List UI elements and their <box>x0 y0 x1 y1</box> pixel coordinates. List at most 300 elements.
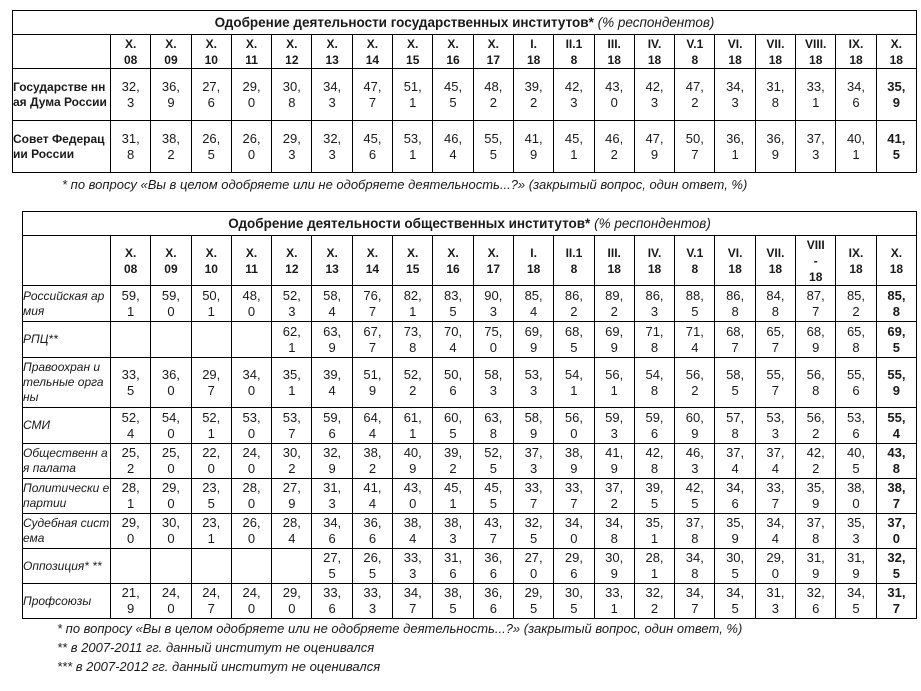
data-cell <box>393 514 433 549</box>
cell-frac: 1 <box>449 496 457 511</box>
period-part: X. <box>205 36 217 51</box>
period-part: VII. <box>766 245 785 260</box>
data-cell <box>876 514 917 549</box>
cell-int: 55, <box>846 366 866 382</box>
row-label: СМИ <box>23 408 111 444</box>
cell-frac: 5 <box>731 566 739 581</box>
cell-frac: 6 <box>207 94 215 110</box>
cell-frac: 9 <box>530 339 538 355</box>
cell-int: 40, <box>846 130 866 146</box>
cell-int: 53, <box>282 409 301 425</box>
cell-frac: 3 <box>489 303 497 319</box>
row-label: Оппозиция* ** <box>23 549 111 584</box>
cell-frac: 6 <box>812 601 820 616</box>
cell-int: 59, <box>161 287 180 303</box>
cell-int: 36, <box>766 130 785 146</box>
cell-int: 30, <box>564 585 583 600</box>
data-cell <box>554 479 594 514</box>
period-part: X. <box>124 36 137 51</box>
data-cell <box>191 584 231 619</box>
period-part: 15 <box>406 261 420 276</box>
data-cell <box>312 584 352 619</box>
cell-int: 34, <box>726 480 745 495</box>
cell-int: 67, <box>363 323 382 339</box>
cell-frac: 7 <box>207 382 215 398</box>
cell-frac: 1 <box>127 496 135 511</box>
data-cell <box>312 408 352 444</box>
period-header <box>715 236 755 286</box>
period-header <box>796 35 836 69</box>
cell-int: 45, <box>363 130 382 146</box>
cell-int: 32, <box>806 585 825 600</box>
cell-frac: 9 <box>127 601 135 616</box>
data-cell <box>433 358 473 408</box>
period-part: IV. <box>647 245 662 260</box>
period-part: 09 <box>164 52 178 67</box>
cell-int: 37, <box>726 445 745 460</box>
cell-frac: 0 <box>852 496 860 511</box>
period-header <box>594 236 634 286</box>
cell-int: 71, <box>685 323 704 339</box>
cell-int: 30, <box>605 550 624 565</box>
cell-frac: 8 <box>771 94 780 110</box>
data-cell <box>513 358 553 408</box>
cell-frac: 6 <box>449 382 457 398</box>
corner-cell <box>23 236 111 286</box>
period-header <box>191 236 231 286</box>
cell-int: 38, <box>161 130 180 146</box>
data-cell <box>876 408 917 444</box>
cell-int: 85, <box>524 287 543 303</box>
cell-frac: 0 <box>247 382 256 398</box>
period-header <box>715 35 755 69</box>
period-part: VII. <box>766 36 785 51</box>
cell-int: 86, <box>645 287 664 303</box>
cell-frac: 5 <box>489 496 497 511</box>
cell-int: 54, <box>161 409 180 425</box>
cell-int: 52, <box>121 409 140 425</box>
cell-int: 55, <box>887 366 906 382</box>
data-cell <box>231 322 271 358</box>
cell-frac: 5 <box>530 531 538 546</box>
period-header <box>473 35 513 69</box>
period-part: 18 <box>607 52 621 67</box>
cell-int: 52, <box>403 366 422 382</box>
data-cell <box>796 549 836 584</box>
cell-frac: 7 <box>771 496 780 511</box>
cell-frac: 9 <box>288 496 296 511</box>
cell-int: 29, <box>202 366 221 382</box>
cell-int: 35, <box>887 78 906 94</box>
cell-frac: 6 <box>368 146 377 162</box>
period-header <box>755 35 795 69</box>
cell-int: 33, <box>121 366 140 382</box>
data-cell <box>836 322 876 358</box>
cell-frac: 3 <box>570 94 578 110</box>
period-part: - <box>813 253 818 268</box>
cell-frac: 1 <box>288 382 296 398</box>
data-cell <box>393 479 433 514</box>
cell-int: 33, <box>403 550 422 565</box>
cell-frac: 5 <box>892 339 901 355</box>
cell-int: 32, <box>645 585 664 600</box>
data-cell <box>513 121 553 173</box>
cell-frac: 2 <box>610 146 618 162</box>
cell-frac: 2 <box>127 461 135 476</box>
period-part: 09 <box>164 261 178 276</box>
data-cell <box>836 121 876 173</box>
data-cell <box>312 479 352 514</box>
row-label: Правоохран ительные органы <box>23 358 111 408</box>
cell-frac: 5 <box>691 303 699 319</box>
cell-int: 85, <box>846 287 866 303</box>
data-cell <box>191 408 231 444</box>
data-cell <box>352 584 392 619</box>
cell-int: 45, <box>484 480 503 495</box>
cell-frac: 5 <box>449 601 457 616</box>
cell-frac: 6 <box>852 94 860 110</box>
cell-frac: 7 <box>368 94 377 110</box>
period-part: 18 <box>889 52 903 67</box>
cell-frac: 5 <box>650 496 659 511</box>
cell-int: 54, <box>645 366 664 382</box>
data-cell <box>473 286 513 322</box>
cell-frac: 5 <box>691 496 699 511</box>
cell-int: 46, <box>605 130 624 146</box>
period-part: 18 <box>849 52 863 67</box>
data-cell <box>393 444 433 479</box>
cell-int: 48, <box>242 287 261 303</box>
cell-int: 26, <box>202 130 221 146</box>
data-cell <box>473 121 513 173</box>
cell-int: 39, <box>443 445 463 460</box>
data-cell <box>352 514 392 549</box>
data-cell <box>634 121 674 173</box>
cell-frac: 0 <box>489 339 497 355</box>
period-part: 18 <box>647 52 662 67</box>
table-subtitle: (% респондентов) <box>597 15 715 30</box>
cell-int: 36, <box>484 550 503 565</box>
data-cell <box>554 69 594 121</box>
cell-frac: 3 <box>530 461 538 476</box>
data-cell <box>755 358 795 408</box>
data-cell <box>715 408 755 444</box>
cell-frac: 0 <box>771 566 780 581</box>
cell-frac: 3 <box>449 531 457 546</box>
data-cell <box>393 358 433 408</box>
period-part: X. <box>890 36 902 51</box>
cell-frac: 5 <box>489 461 497 476</box>
data-cell <box>796 286 836 322</box>
cell-frac: 4 <box>731 461 739 476</box>
cell-frac: 1 <box>610 601 618 616</box>
cell-int: 58, <box>726 366 745 382</box>
cell-frac: 2 <box>368 461 377 476</box>
cell-frac: 0 <box>247 496 256 511</box>
data-cell <box>231 408 271 444</box>
period-part: 15 <box>406 52 420 67</box>
data-cell <box>393 408 433 444</box>
period-header <box>352 35 392 69</box>
cell-int: 23, <box>202 515 221 530</box>
cell-frac: 0 <box>167 531 175 546</box>
cell-frac: 2 <box>489 94 497 110</box>
data-cell <box>876 286 917 322</box>
cell-int: 31, <box>121 130 140 146</box>
cell-int: 41, <box>524 130 543 146</box>
row-label: Общественн ая палата <box>23 444 111 479</box>
data-cell <box>796 69 836 121</box>
cell-int: 25, <box>161 445 180 460</box>
cell-int: 38, <box>403 515 422 530</box>
cell-int: 31, <box>806 550 825 565</box>
data-cell <box>393 121 433 173</box>
cell-frac: 7 <box>288 425 296 441</box>
data-cell <box>594 408 634 444</box>
cell-frac: 1 <box>650 531 659 546</box>
data-cell <box>231 69 271 121</box>
cell-int: 32, <box>323 130 342 146</box>
cell-frac: 8 <box>812 382 820 398</box>
data-cell <box>352 408 392 444</box>
cell-int: 38, <box>887 480 906 495</box>
period-part: X. <box>890 245 903 260</box>
cell-frac: 8 <box>650 461 659 476</box>
period-part: X. <box>286 36 298 51</box>
data-cell <box>675 444 715 479</box>
data-cell <box>675 286 715 322</box>
cell-frac: 2 <box>409 382 417 398</box>
cell-int: 32, <box>887 550 906 565</box>
data-cell <box>272 286 312 322</box>
table-subtitle: (% респондентов) <box>594 216 711 231</box>
period-part: X. <box>286 245 298 260</box>
cell-int: 28, <box>645 550 664 565</box>
data-cell <box>312 444 352 479</box>
cell-frac: 0 <box>530 566 538 581</box>
cell-int: 47, <box>685 78 704 94</box>
period-part: X. <box>366 245 379 260</box>
data-cell <box>715 286 755 322</box>
cell-int: 45, <box>443 480 463 495</box>
cell-frac: 7 <box>530 496 538 511</box>
cell-int: 43, <box>887 445 906 460</box>
data-cell <box>433 584 473 619</box>
data-cell <box>594 514 634 549</box>
period-header <box>433 35 473 69</box>
data-cell <box>433 514 473 549</box>
cell-frac: 1 <box>852 146 860 162</box>
cell-int: 35, <box>645 515 664 530</box>
cell-frac: 6 <box>852 425 860 441</box>
cell-frac: 3 <box>731 94 739 110</box>
cell-int: 23, <box>202 480 221 495</box>
cell-int: 90, <box>484 287 503 303</box>
period-part: 11 <box>245 261 258 276</box>
period-header <box>876 35 916 69</box>
cell-int: 69, <box>605 323 624 339</box>
cell-frac: 8 <box>691 566 699 581</box>
data-cell <box>352 121 392 173</box>
data-cell <box>675 549 715 584</box>
data-cell <box>675 514 715 549</box>
cell-frac: 9 <box>650 146 659 162</box>
data-cell <box>272 444 312 479</box>
cell-frac: 0 <box>247 425 256 441</box>
cell-int: 29, <box>242 78 261 94</box>
cell-frac: 8 <box>771 303 780 319</box>
cell-frac: 5 <box>731 382 739 398</box>
period-part: 10 <box>204 261 218 276</box>
period-part: IX. <box>848 36 864 51</box>
data-cell <box>231 584 271 619</box>
data-cell <box>513 479 553 514</box>
cell-int: 84, <box>766 287 785 303</box>
data-cell <box>272 121 312 173</box>
cell-frac: 9 <box>731 531 739 546</box>
cell-int: 56, <box>605 366 624 382</box>
cell-int: 69, <box>524 323 543 339</box>
cell-frac: 9 <box>530 425 538 441</box>
cell-frac: 8 <box>731 425 739 441</box>
cell-frac: 9 <box>610 339 618 355</box>
data-cell <box>433 549 473 584</box>
cell-frac: 4 <box>530 303 538 319</box>
state-institutions-table <box>12 10 917 173</box>
data-cell <box>473 479 513 514</box>
cell-frac: 5 <box>207 146 215 162</box>
cell-int: 36, <box>161 78 180 94</box>
data-cell <box>796 584 836 619</box>
period-part: I. <box>530 36 537 51</box>
cell-frac: 2 <box>691 94 699 110</box>
cell-int: 28, <box>242 480 261 495</box>
data-cell <box>191 444 231 479</box>
cell-frac: 1 <box>127 303 135 319</box>
cell-int: 37, <box>605 480 624 495</box>
data-cell <box>554 584 594 619</box>
period-part: VI. <box>727 36 743 51</box>
cell-int: 56, <box>806 366 825 382</box>
cell-frac: 5 <box>570 339 578 355</box>
cell-frac: 9 <box>610 461 618 476</box>
cell-frac: 6 <box>570 566 578 581</box>
cell-frac: 3 <box>650 94 659 110</box>
data-cell <box>231 549 271 584</box>
cell-frac: 9 <box>771 146 780 162</box>
cell-frac: 9 <box>852 566 860 581</box>
cell-int: 40, <box>403 445 422 460</box>
cell-int: 58, <box>484 366 503 382</box>
cell-int: 59, <box>121 287 140 303</box>
cell-frac: 4 <box>409 531 417 546</box>
cell-int: 89, <box>605 287 624 303</box>
data-cell <box>513 408 553 444</box>
data-cell <box>272 408 312 444</box>
data-cell <box>594 549 634 584</box>
cell-frac: 1 <box>409 94 417 110</box>
period-part: X. <box>487 245 499 260</box>
cell-int: 47, <box>363 78 382 94</box>
data-cell <box>675 479 715 514</box>
data-cell <box>715 549 755 584</box>
cell-int: 21, <box>121 585 140 600</box>
cell-frac: 3 <box>691 461 699 476</box>
cell-frac: 0 <box>167 303 175 319</box>
cell-int: 68, <box>806 323 825 339</box>
cell-int: 52, <box>484 445 503 460</box>
cell-int: 43, <box>605 78 624 94</box>
data-cell <box>312 286 352 322</box>
row-label: Судебная система <box>23 514 111 549</box>
data-cell <box>191 549 231 584</box>
data-cell <box>433 408 473 444</box>
cell-int: 34, <box>766 515 785 530</box>
cell-int: 27, <box>282 480 301 495</box>
table2-footnote-1: * по вопросу «Вы в целом одобряете или не одобряете деятельность...?» (закрытый вопрос, один ответ, %) <box>57 621 743 636</box>
cell-int: 42, <box>685 480 704 495</box>
data-cell <box>513 286 553 322</box>
data-cell <box>111 286 151 322</box>
cell-frac: 3 <box>771 601 780 616</box>
data-cell <box>554 121 594 173</box>
period-part: 16 <box>446 52 460 67</box>
data-cell <box>675 69 715 121</box>
cell-frac: 2 <box>610 496 618 511</box>
data-cell <box>876 479 917 514</box>
cell-frac: 0 <box>207 461 215 476</box>
cell-int: 32, <box>524 515 543 530</box>
period-header <box>272 236 312 286</box>
table-title <box>13 11 917 35</box>
period-header <box>433 236 473 286</box>
data-cell <box>554 322 594 358</box>
data-cell <box>473 408 513 444</box>
period-part: 18 <box>526 261 541 276</box>
cell-int: 31, <box>846 550 866 565</box>
cell-int: 70, <box>443 323 463 339</box>
cell-int: 38, <box>846 480 866 495</box>
period-header <box>634 236 674 286</box>
cell-int: 28, <box>121 480 140 495</box>
data-cell <box>151 408 191 444</box>
data-cell <box>513 322 553 358</box>
data-cell <box>191 358 231 408</box>
cell-frac: 2 <box>167 146 175 162</box>
period-part: IX. <box>848 245 864 260</box>
data-cell <box>836 444 876 479</box>
row-label: Профсоюзы <box>23 584 111 619</box>
period-part: 18 <box>809 269 823 284</box>
data-cell <box>312 322 352 358</box>
cell-int: 29, <box>161 480 180 495</box>
cell-int: 34, <box>605 515 624 530</box>
cell-int: 51, <box>403 78 422 94</box>
table-title <box>23 212 917 236</box>
data-cell <box>634 514 674 549</box>
cell-frac: 8 <box>812 531 820 546</box>
period-part: 18 <box>728 52 742 67</box>
cell-frac: 2 <box>691 382 699 398</box>
period-header <box>473 236 513 286</box>
data-cell <box>352 322 392 358</box>
cell-int: 52, <box>202 409 221 425</box>
cell-frac: 9 <box>328 339 336 355</box>
cell-int: 88, <box>685 287 704 303</box>
cell-frac: 5 <box>328 566 336 581</box>
data-cell <box>513 584 553 619</box>
cell-int: 45, <box>443 78 463 94</box>
